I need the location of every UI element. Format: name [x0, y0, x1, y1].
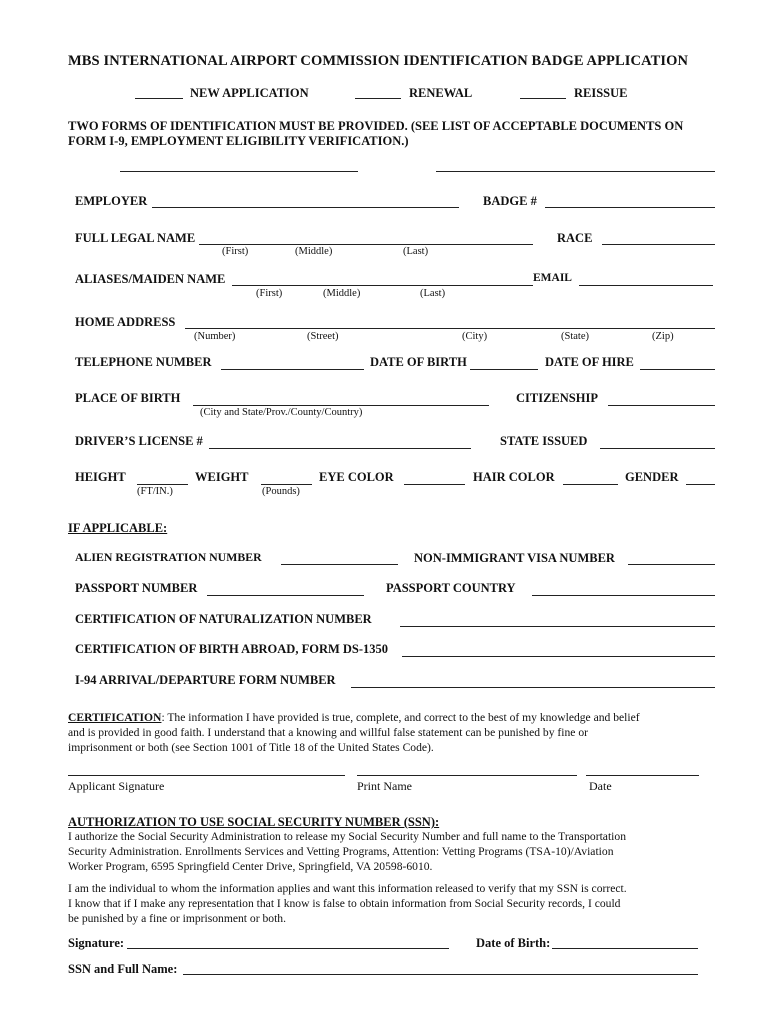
- address-number-hint: (Number): [194, 331, 236, 342]
- citizenship-label: CITIZENSHIP: [516, 391, 598, 405]
- badge-label: BADGE #: [483, 194, 537, 208]
- hair-color-field[interactable]: [563, 484, 618, 485]
- if-applicable-heading: IF APPLICABLE:: [68, 521, 168, 535]
- certification-line-1: : The information I have provided is true, complete, and correct to the best of my knowledge and belief: [161, 711, 640, 724]
- citizenship-field[interactable]: [608, 405, 715, 406]
- ssn-paragraph-2: [68, 881, 627, 927]
- visa-number-field[interactable]: [628, 564, 715, 565]
- address-zip-hint: (Zip): [652, 331, 674, 342]
- place-of-birth-hint: (City and State/Prov./County/Country): [200, 407, 363, 418]
- alias-first-hint: (First): [256, 288, 283, 299]
- hair-color-label: HAIR COLOR: [473, 470, 555, 484]
- weight-hint: (Pounds): [262, 486, 300, 497]
- alien-registration-field[interactable]: [281, 564, 398, 565]
- address-city-hint: (City): [462, 331, 488, 342]
- applicant-signature-field[interactable]: [68, 775, 345, 776]
- ssn-dob-field[interactable]: [552, 948, 698, 949]
- telephone-field[interactable]: [221, 369, 364, 370]
- drivers-license-label: DRIVER’S LICENSE #: [75, 434, 203, 448]
- place-of-birth-label: PLACE OF BIRTH: [75, 391, 181, 405]
- state-issued-field[interactable]: [600, 448, 715, 449]
- ssn-full-name-label: SSN and Full Name:: [68, 962, 178, 976]
- address-state-hint: (State): [561, 331, 589, 342]
- i94-label: I-94 ARRIVAL/DEPARTURE FORM NUMBER: [75, 673, 336, 687]
- id-note-line-2: FORM I-9, EMPLOYMENT ELIGIBILITY VERIFICATION.): [68, 134, 409, 148]
- email-label: EMAIL: [533, 272, 572, 284]
- state-issued-label: STATE ISSUED: [500, 434, 588, 448]
- new-application-blank[interactable]: [135, 98, 183, 99]
- date-of-hire-label: DATE OF HIRE: [545, 355, 634, 369]
- new-application-label: NEW APPLICATION: [190, 86, 309, 100]
- home-address-field[interactable]: [185, 328, 715, 329]
- ssn-paragraph-1: [68, 829, 626, 875]
- reissue-blank[interactable]: [520, 98, 566, 99]
- employer-field[interactable]: [152, 207, 459, 208]
- full-legal-name-field[interactable]: [199, 244, 533, 245]
- place-of-birth-field[interactable]: [193, 405, 489, 406]
- race-field[interactable]: [602, 244, 715, 245]
- id-note-line-1: TWO FORMS OF IDENTIFICATION MUST BE PROVIDED. (SEE LIST OF ACCEPTABLE DOCUMENTS ON: [68, 119, 684, 133]
- dob-field[interactable]: [470, 369, 538, 370]
- ssn-heading-text: AUTHORIZATION TO USE SOCIAL SECURITY NUMBER (SSN): [68, 815, 435, 829]
- applicant-signature-label: Applicant Signature: [68, 779, 165, 793]
- print-name-label: Print Name: [357, 779, 412, 793]
- date-of-hire-field[interactable]: [640, 369, 715, 370]
- height-label: HEIGHT: [75, 470, 126, 484]
- name-last-hint: (Last): [403, 246, 429, 257]
- race-label: RACE: [557, 231, 593, 245]
- drivers-license-field[interactable]: [209, 448, 471, 449]
- reissue-label: REISSUE: [574, 86, 628, 100]
- name-first-hint: (First): [222, 246, 249, 257]
- naturalization-field[interactable]: [400, 626, 715, 627]
- id-document-1-blank[interactable]: [120, 171, 358, 172]
- weight-label: WEIGHT: [195, 470, 249, 484]
- date-label: Date: [589, 779, 612, 793]
- certification-line-3: imprisonment or both (see Section 1001 of Title 18 of the United States Code).: [68, 741, 434, 755]
- visa-number-label: NON-IMMIGRANT VISA NUMBER: [414, 551, 615, 565]
- naturalization-label: CERTIFICATION OF NATURALIZATION NUMBER: [75, 612, 372, 626]
- certification-line-2: and is provided in good faith. I understand that a knowing and willful false statement can be punished by fine or: [68, 726, 588, 740]
- renewal-label: RENEWAL: [409, 86, 473, 100]
- name-middle-hint: (Middle): [295, 246, 333, 257]
- badge-field[interactable]: [545, 207, 715, 208]
- birth-abroad-field[interactable]: [402, 656, 715, 657]
- ssn-p1-line-2: Security Administration. Enrollments Services and Vetting Programs, Attention: Vetting Programs (TSA-10)/Aviation: [68, 845, 614, 859]
- home-address-label: HOME ADDRESS: [75, 315, 176, 329]
- passport-country-field[interactable]: [532, 595, 715, 596]
- alias-last-hint: (Last): [420, 288, 446, 299]
- alias-middle-hint: (Middle): [323, 288, 361, 299]
- height-hint: (FT/IN.): [137, 486, 173, 497]
- dob-label: DATE OF BIRTH: [370, 355, 467, 369]
- aliases-label: ALIASES/MAIDEN NAME: [75, 272, 226, 286]
- alien-registration-label: ALIEN REGISTRATION NUMBER: [75, 550, 262, 564]
- ssn-heading: AUTHORIZATION TO USE SOCIAL SECURITY NUMBER (SSN):: [68, 815, 440, 829]
- ssn-p1-line-1: I authorize the Social Security Administration to release my Social Security Number and full name to the Transportation: [68, 830, 626, 843]
- telephone-label: TELEPHONE NUMBER: [75, 355, 212, 369]
- id-document-2-blank[interactable]: [436, 171, 715, 172]
- signature-date-field[interactable]: [586, 775, 699, 776]
- i94-field[interactable]: [351, 687, 715, 688]
- employer-label: EMPLOYER: [75, 194, 148, 208]
- certification-text: [68, 710, 640, 756]
- passport-number-label: PASSPORT NUMBER: [75, 581, 198, 595]
- weight-field[interactable]: [261, 484, 312, 485]
- passport-number-field[interactable]: [207, 595, 364, 596]
- address-street-hint: (Street): [307, 331, 339, 342]
- ssn-p2-line-1: I am the individual to whom the information applies and want this information released to verify that my SSN is correct.: [68, 882, 627, 895]
- full-legal-name-label: FULL LEGAL NAME: [75, 231, 196, 245]
- height-field[interactable]: [137, 484, 188, 485]
- page-title: MBS INTERNATIONAL AIRPORT COMMISSION IDENTIFICATION BADGE APPLICATION: [68, 53, 689, 69]
- ssn-p1-line-3: Worker Program, 6595 Springfield Center Drive, Springfield, VA 20598-6010.: [68, 860, 433, 874]
- ssn-signature-field[interactable]: [127, 948, 449, 949]
- ssn-p2-line-3: be punished by a fine or imprisonment or both.: [68, 912, 286, 926]
- ssn-full-name-field[interactable]: [183, 974, 698, 975]
- ssn-dob-label: Date of Birth:: [476, 936, 551, 950]
- eye-color-field[interactable]: [404, 484, 465, 485]
- certification-heading: CERTIFICATION: [68, 711, 162, 724]
- birth-abroad-label: CERTIFICATION OF BIRTH ABROAD, FORM DS-1350: [75, 642, 389, 656]
- eye-color-label: EYE COLOR: [319, 470, 394, 484]
- renewal-blank[interactable]: [355, 98, 401, 99]
- gender-label: GENDER: [625, 470, 679, 484]
- print-name-field[interactable]: [357, 775, 577, 776]
- ssn-signature-label: Signature:: [68, 936, 125, 950]
- passport-country-label: PASSPORT COUNTRY: [386, 581, 516, 595]
- ssn-p2-line-2: I know that if I make any representation that I know is false to obtain information from Social Security records, I could: [68, 897, 621, 911]
- aliases-field[interactable]: [232, 285, 533, 286]
- email-field[interactable]: [579, 285, 713, 286]
- gender-field[interactable]: [686, 484, 715, 485]
